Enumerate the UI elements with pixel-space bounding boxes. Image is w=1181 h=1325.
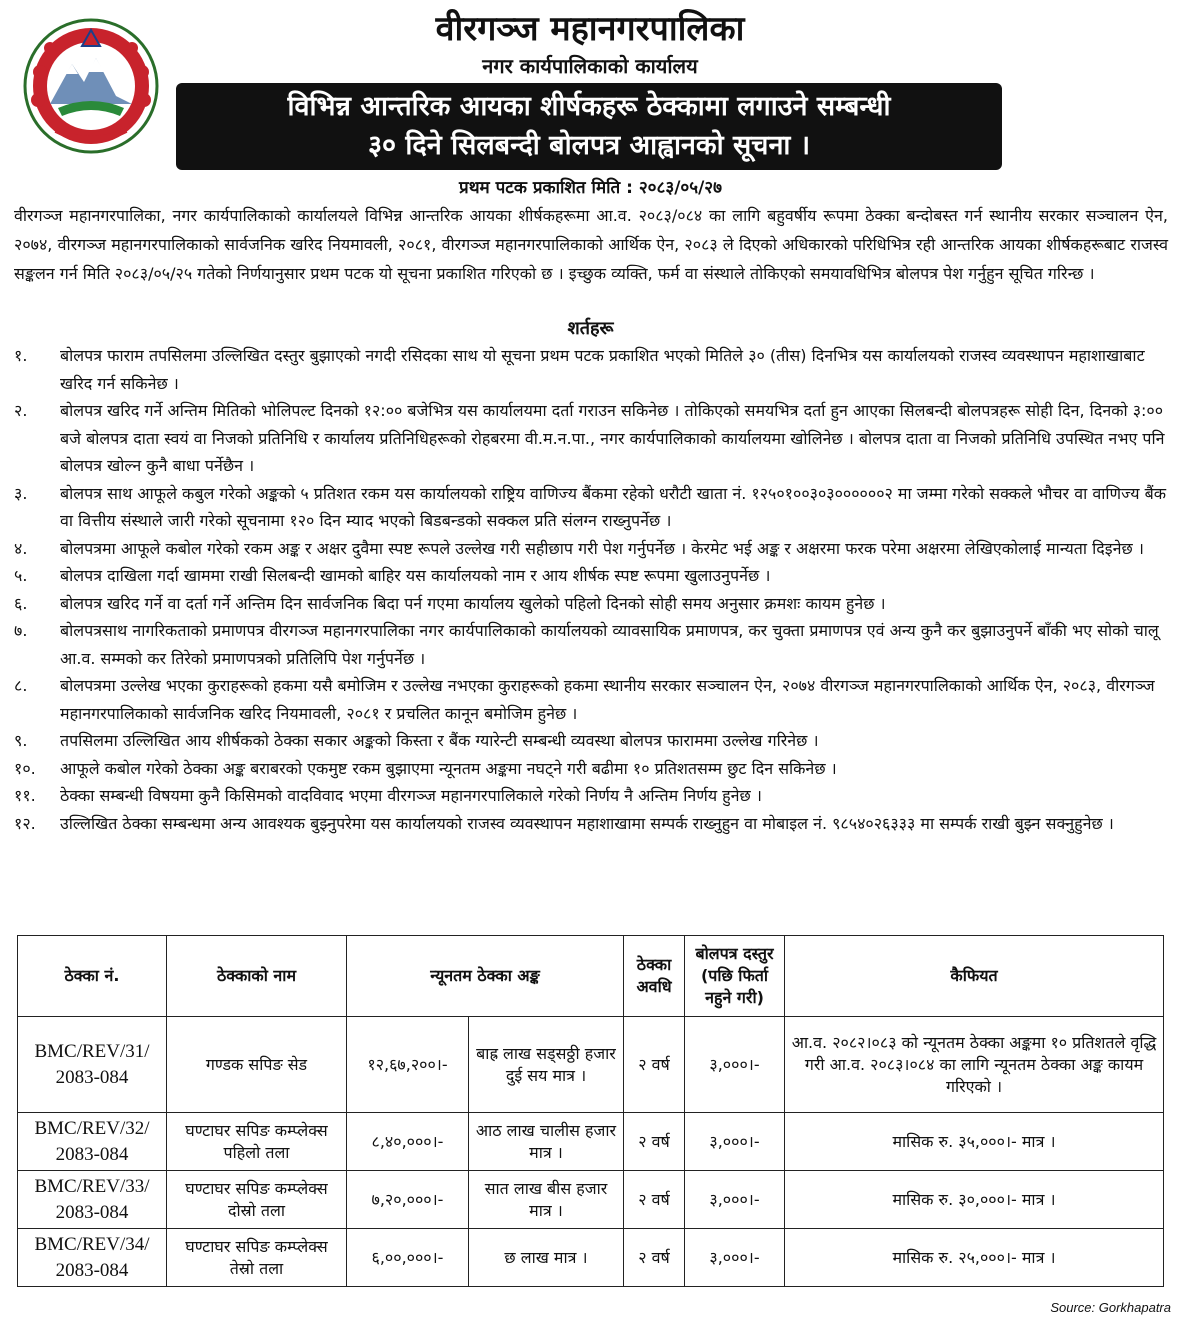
cell-fee: ३,०००।- (685, 1171, 785, 1229)
cell-amount-words: छ लाख मात्र । (469, 1229, 624, 1287)
term-number: ३. (14, 483, 28, 503)
term-item (14, 562, 1174, 590)
cell-amount-figures: ७,२०,०००।- (347, 1171, 469, 1229)
term-item (14, 672, 1174, 727)
term-text: तपसिलमा उल्लिखित आय शीर्षकको ठेक्का सकार अङ्कको किस्ता र बैंक ग्यारेन्टी सम्बन्धी व्यवस्था बोलपत्र फाराममा उल्लेख गरिनेछ । (60, 731, 819, 750)
cell-contract-name: गण्डक सपिङ सेड (167, 1017, 347, 1113)
term-item (14, 480, 1174, 535)
header-remarks: कैफियत (785, 936, 1164, 1017)
org-title: वीरगञ्ज महानगरपालिका (435, 9, 745, 49)
published-date: प्रथम पटक प्रकाशित मिति : २०८३/०५/२७ (459, 178, 722, 198)
term-number: ५. (14, 566, 28, 585)
term-number: १२. (14, 813, 36, 833)
term-text: बोलपत्र फाराम तपसिलमा उल्लिखित दस्तुर बुझाएको नगदी रसिदका साथ यो सूचना प्रथम पटक प्रकाशित भएको मितिले ३० (तीस) दिनभित्र यस कार्यालयको राजस्व व्यवस्थापन महाशाखाबाट खरिद गर्न सकिनेछ । (60, 346, 1145, 393)
table-header-row (18, 936, 1164, 1017)
cell-fee: ३,०००।- (685, 1113, 785, 1171)
cell-fee: ३,०००।- (685, 1017, 785, 1113)
term-text: बोलपत्र साथ आफूले कबुल गरेको अङ्कको ५ प्रतिशत रकम यस कार्यालयको राष्ट्रिय वाणिज्य बैंकमा रहेको धरौटी खाता नं. १२५०१००३०३००००००२ मा जम्मा गरेको सक्कले भौचर वा वाणिज्य बैंक वा वित्तीय संस्थाले जारी गरेको सूचनामा १२० दिन म्याद भएको बिडबन्डको सक्कल प्रति संलग्न राख्नुपर्नेछ । (60, 483, 1167, 530)
term-item (14, 342, 1174, 397)
term-text: उल्लिखित ठेक्का सम्बन्धमा अन्य आवश्यक बुझ्नुपरेमा यस कार्यालयको राजस्व व्यवस्थापन महाशाखामा सम्पर्क राख्नुहुन वा मोबाइल नं. ९८५४०२६३३३ मा सम्पर्क राखी बुझ्न सक्नुहुनेछ । (60, 813, 1114, 833)
term-item (14, 590, 1174, 618)
cell-amount-figures: १२,६७,२००।- (347, 1017, 469, 1113)
cell-remarks: मासिक रु. ३०,०००।- मात्र । (785, 1171, 1164, 1229)
cell-amount-figures: ६,००,०००।- (347, 1229, 469, 1287)
cell-contract-no: BMC/REV/32/ 2083-084 (18, 1113, 167, 1171)
cell-contract-name: घण्टाघर सपिङ कम्प्लेक्स पहिलो तला (167, 1113, 347, 1171)
term-item (14, 782, 1174, 810)
table-row (18, 1229, 1164, 1287)
cell-period: २ वर्ष (624, 1017, 685, 1113)
nepal-emblem-logo (20, 12, 162, 160)
cell-remarks: मासिक रु. ३५,०००।- मात्र । (785, 1113, 1164, 1171)
term-number: ७. (14, 621, 28, 640)
header-min-amount: न्यूनतम ठेक्का अङ्क (347, 936, 624, 1017)
term-item (14, 727, 1174, 755)
term-text: बोलपत्रमा आफूले कबोल गरेको रकम अङ्क र अक्षर दुवैमा स्पष्ट रूपले उल्लेख गरी सहीछाप गरी पेश गर्नुपर्नेछ । केरमेट भई अङ्क र अक्षरमा फरक परेमा अक्षरमा लेखिएकोलाई मान्यता दिइनेछ । (60, 538, 1144, 558)
term-text: ठेक्का सम्बन्धी विषयमा कुनै किसिमको वादविवाद भएमा वीरगञ्ज महानगरपालिकाले गरेको निर्णय नै अन्तिम निर्णय हुनेछ । (60, 786, 762, 805)
term-number: २. (14, 401, 28, 420)
cell-contract-no: BMC/REV/34/ 2083-084 (18, 1229, 167, 1287)
office-title: नगर कार्यपालिकाको कार्यालय (482, 54, 698, 78)
cell-amount-figures: ८,४०,०००।- (347, 1113, 469, 1171)
term-text: बोलपत्र दाखिला गर्दा खाममा राखी सिलबन्दी खामको बाहिर यस कार्यालयको नाम र आय शीर्षक स्पष्ट रूपमा खुलाउनुपर्नेछ । (60, 566, 771, 585)
cell-fee: ३,०००।- (685, 1229, 785, 1287)
table-row (18, 1171, 1164, 1229)
cell-period: २ वर्ष (624, 1113, 685, 1171)
term-number: १०. (14, 758, 36, 778)
cell-contract-no: BMC/REV/33/ 2083-084 (18, 1171, 167, 1229)
terms-list (14, 342, 1174, 837)
term-item (14, 617, 1174, 672)
cell-remarks: आ.व. २०८२।०८३ को न्यूनतम ठेक्का अङ्कमा १० प्रतिशतले वृद्धि गरी आ.व. २०८३।०८४ का लागि न्यूनतम ठेक्का अङ्क कायम गरिएको । (785, 1017, 1164, 1113)
term-text: बोलपत्र खरिद गर्ने वा दर्ता गर्ने अन्तिम दिन सार्वजनिक बिदा पर्न गएमा कार्यालय खुलेको पहिलो दिनको सोही समय अनुसार क्रमशः कायम हुनेछ । (60, 593, 886, 613)
contracts-table (17, 935, 1164, 1287)
source-credit: Source: Gorkhapatra (1050, 1300, 1171, 1315)
cell-contract-name: घण्टाघर सपिङ कम्प्लेक्स तेस्रो तला (167, 1229, 347, 1287)
cell-contract-name: घण्टाघर सपिङ कम्प्लेक्स दोस्रो तला (167, 1171, 347, 1229)
intro-paragraph: वीरगञ्ज महानगरपालिका, नगर कार्यपालिकाको कार्यालयले विभिन्न आन्तरिक आयका शीर्षकहरूमा आ.व. २०८३/०८४ का लागि बहुवर्षीय रूपमा ठेक्का बन्दोबस्त गर्न स्थानीय सरकार सञ्चालन ऐन, २०७४, वीरगञ्ज महानगरपालिकाको सार्वजनिक खरिद नियमावली, २०८१, वीरगञ्ज महानगरपालिकाको आर्थिक ऐन, २०८३ ले दिएको अधिकारको परिधिभित्र रही आन्तरिक आयका शीर्षकहरूबाट राजस्व सङ्कलन गर्न मिति २०८३/०५/२५ गतेको निर्णयानुसार प्रथम पटक यो सूचना प्रकाशित गरिएको छ । इच्छुक व्यक्ति, फर्म वा संस्थाले तोकिएको समयावधिभित्र बोलपत्र पेश गर्नुहुन सूचित गरिन्छ । (14, 206, 1168, 283)
term-item (14, 755, 1174, 783)
header-contract-name: ठेक्काको नाम (167, 936, 347, 1017)
header-contract-no: ठेक्का नं. (18, 936, 167, 1017)
term-text: बोलपत्रमा उल्लेख भएका कुराहरूको हकमा यसै बमोजिम र उल्लेख नभएका कुराहरूको हकमा स्थानीय सरकार सञ्चालन ऐन, २०७४ वीरगञ्ज महानगरपालिकाको आर्थिक ऐन, २०८३, वीरगञ्ज महानगरपालिकाको सार्वजनिक खरिद नियमावली, २०८१ र प्रचलित कानून बमोजिम हुनेछ । (60, 676, 1155, 723)
terms-heading: शर्तहरू (567, 318, 614, 339)
term-number: ६. (14, 593, 28, 613)
term-item (14, 535, 1174, 563)
cell-remarks: मासिक रु. २५,०००।- मात्र । (785, 1229, 1164, 1287)
cell-period: २ वर्ष (624, 1229, 685, 1287)
table-row (18, 1113, 1164, 1171)
cell-amount-words: आठ लाख चालीस हजार मात्र । (469, 1113, 624, 1171)
term-number: ९. (14, 731, 28, 750)
term-number: ११. (14, 786, 36, 805)
term-item (14, 397, 1174, 480)
notice-headline (176, 83, 1002, 170)
header-fee: बोलपत्र दस्तुर (पछि फिर्ता नहुने गरी) (685, 936, 785, 1017)
term-item (14, 810, 1174, 838)
table-row (18, 1017, 1164, 1113)
term-number: ८. (14, 676, 28, 695)
term-text: बोलपत्रसाथ नागरिकताको प्रमाणपत्र वीरगञ्ज महानगरपालिका नगर कार्यपालिकाको कार्यालयको व्यावसायिक प्रमाणपत्र, कर चुक्ता प्रमाणपत्र एवं अन्य कुनै कर बुझाउनुपर्ने बाँकी भए सोको चालू आ.व. सम्मको कर तिरेको प्रमाणपत्रको प्रतिलिपि पेश गर्नुपर्नेछ । (60, 621, 1159, 668)
headline-line-2: ३० दिने सिलबन्दी बोलपत्र आह्वानको सूचना । (367, 130, 811, 161)
term-text: बोलपत्र खरिद गर्ने अन्तिम मितिको भोलिपल्ट दिनको १२:०० बजेभित्र यस कार्यालयमा दर्ता गराउन सकिनेछ । तोकिएको समयभित्र दर्ता हुन आएका सिलबन्दी बोलपत्रहरू सोही दिन, दिनको ३:०० बजे बोलपत्र दाता स्वयं वा निजको प्रतिनिधि र कार्यालय प्रतिनिधिहरूको रोहबरमा वी.म.न.पा., नगर कार्यपालिकाको कार्यालयमा खोलिनेछ । बोलपत्र दाता वा निजको प्रतिनिधि उपस्थित नभए पनि बोलपत्र खोल्न कुनै बाधा पर्नेछैन । (60, 401, 1165, 475)
cell-amount-words: बाह्र लाख सड्सठ्ठी हजार दुई सय मात्र । (469, 1017, 624, 1113)
term-number: १. (14, 346, 28, 365)
cell-amount-words: सात लाख बीस हजार मात्र । (469, 1171, 624, 1229)
cell-period: २ वर्ष (624, 1171, 685, 1229)
headline-line-1: विभिन्न आन्तरिक आयका शीर्षकहरू ठेक्कामा लगाउने सम्बन्धी (287, 91, 891, 122)
header-period: ठेक्का अवधि (624, 936, 685, 1017)
cell-contract-no: BMC/REV/31/ 2083-084 (18, 1017, 167, 1113)
term-text: आफूले कबोल गरेको ठेक्का अङ्क बराबरको एकमुष्ट रकम बुझाएमा न्यूनतम अङ्कमा नघट्ने गरी बढीमा १० प्रतिशतसम्म छुट दिन सकिनेछ । (60, 758, 837, 778)
term-number: ४. (14, 538, 28, 558)
